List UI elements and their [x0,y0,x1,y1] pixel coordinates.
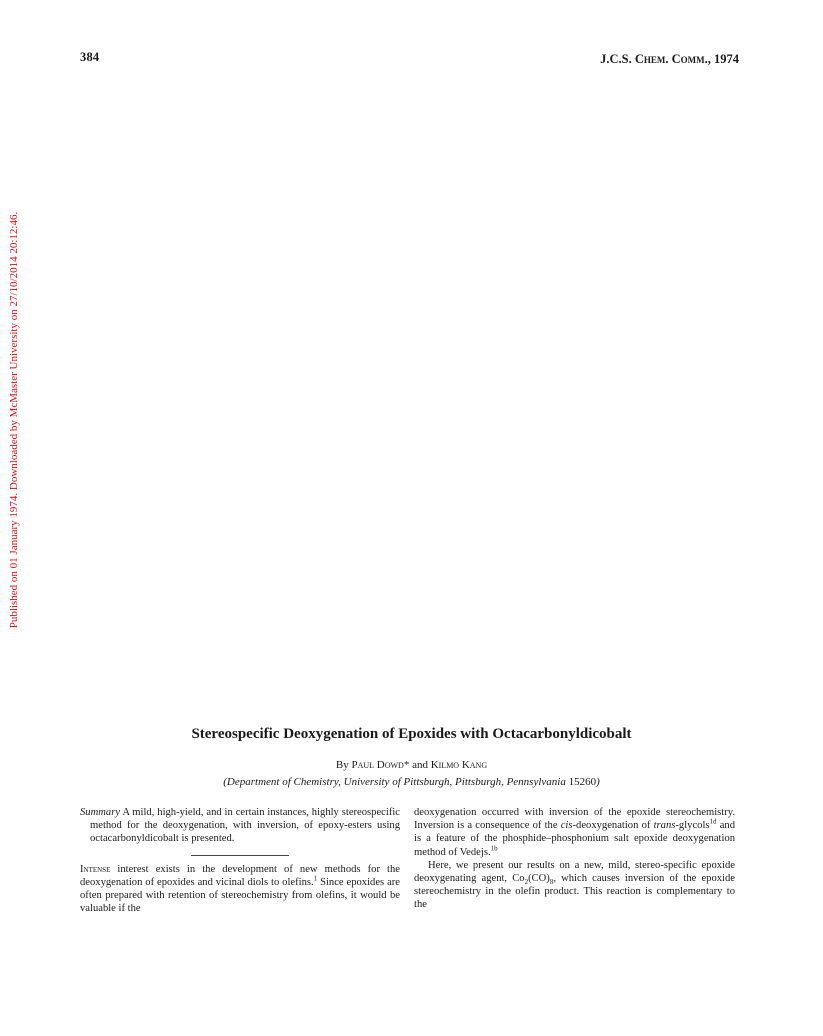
corresponding-author-mark: * [403,759,410,771]
page-number: 384 [80,50,100,64]
article-byline [0,759,823,771]
summary-paragraph [80,806,400,846]
journal-year: , 1974 [707,52,739,66]
affiliation-zip: 15260 [565,776,597,788]
column-right [414,806,735,912]
right-paragraph-1 [414,806,735,859]
affiliation-text: Department of Chemistry, University of Pittsburgh, Pittsburgh, Pennsylvania [226,776,566,788]
intro-text-1: interest exists in the development of new methods for the deoxygenation of epoxides and vicinal diols to olefins. [80,863,400,888]
journal-prefix: J.C.S. [600,52,635,66]
affiliation-open: ( [223,776,227,788]
intro-lead-word: Intense [80,863,111,875]
rp2-text-2: , which causes inversion of the epoxide stereochemistry in the olefin product. This reaction is complementary to the [414,873,735,911]
rp2-subscript-1: 2 [524,878,529,887]
rp1-text-3: -glycols [675,820,710,832]
rp2-subscript-2: 8 [549,878,554,887]
rp2-co-group: (CO) [528,873,550,885]
intro-text-2: Since epoxides are often prepared with retention of stereochemistry from olefins, it would be valuable if the [80,876,401,915]
summary-label: Summary [80,807,121,818]
journal-name: Chem. Comm. [634,52,708,66]
right-paragraph-2 [414,859,735,912]
rp1-text-1: deoxygenation occurred with inversion of the epoxide stereochemistry. Inversion is a consequence of the [414,807,735,832]
download-watermark-text: Published on 01 January 1974. Downloaded by McMaster University on 27/10/2014 20:12:46. [8,211,20,629]
section-divider [191,855,289,856]
column-left [80,806,400,915]
reference-1d: 1d [709,817,717,826]
intro-paragraph [80,863,400,916]
summary-text: A mild, high-yield, and in certain instances, highly stereospecific method for the deoxygenation, with inversion, of epoxy-esters using octacarbonyldicobalt is presented. [90,807,400,845]
rp1-cis: cis [560,820,573,832]
journal-header [600,52,739,67]
rp2-text-1: Here, we present our results on a new, mild, stereo-specific epoxide deoxygenating agent, Co [414,859,735,885]
author-2: Kilmo Kang [430,759,488,771]
author-1: Paul Dowd [351,759,404,771]
affiliation-close: ) [596,776,600,788]
byline-by: By [335,759,352,771]
byline-and: and [409,759,431,771]
rp1-text-2: -deoxygenation of [572,820,654,832]
rp1-trans: trans [653,820,676,832]
reference-1b: 1b [490,844,498,853]
reference-1: 1 [313,874,318,883]
rp1-text-4: and is a feature of the phosphide–phosphonium salt epoxide deoxygenation method of Vedejs. [414,820,735,858]
article-affiliation [0,776,823,788]
article-title: Stereospecific Deoxygenation of Epoxides with Octacarbonyldicobalt [191,726,632,742]
